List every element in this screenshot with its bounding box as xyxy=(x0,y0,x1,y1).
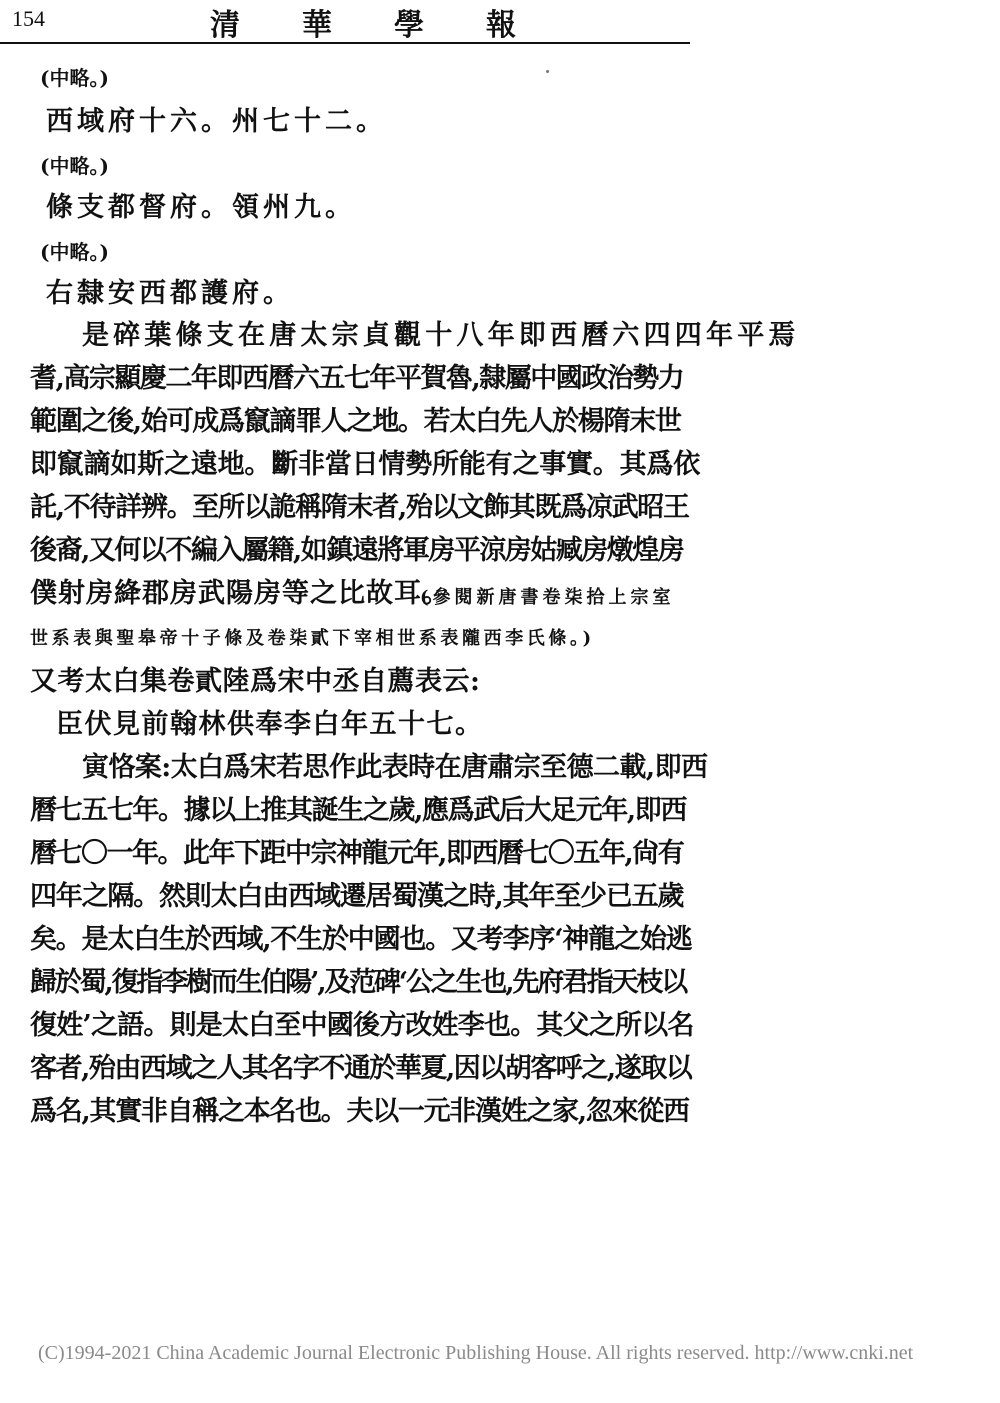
text-line: 四年之隔。然則太白由西域遷居蜀漢之時,其年至少已五歲 xyxy=(30,881,684,912)
running-header xyxy=(0,0,690,44)
text-line: (中略。) xyxy=(40,240,109,264)
text-line: 是碎葉條支在唐太宗貞觀十八年即西曆六四四年平焉 xyxy=(82,320,800,351)
text-line: 後裔,又何以不編入屬籍,如鎮遠將軍房平涼房姑臧房燉煌房 xyxy=(30,535,684,566)
text-line: 耆,高宗顯慶二年即西曆六五七年平賀魯,隸屬中國政治勢力 xyxy=(30,363,684,394)
text-line: 僕射房絳郡房武陽房等之比故耳。 xyxy=(30,578,450,609)
page-number: 154 xyxy=(12,6,45,31)
text-line: 託,不待詳辨。至所以詭稱隋末者,殆以文飾其既爲凉武昭王 xyxy=(30,492,689,523)
text-line: 曆七五七年。據以上推其誕生之歲,應爲武后大足元年,即西 xyxy=(30,795,686,826)
text-line: 曆七〇一年。此年下距中宗神龍元年,即西曆七〇五年,尙有 xyxy=(30,838,684,869)
text-line: (參閱新唐書卷柒拾上宗室 xyxy=(420,587,675,608)
text-line: 寅恪案:太白爲宋若思作此表時在唐肅宗至德二載,即西 xyxy=(82,752,708,783)
text-line: 即竄謫如斯之遠地。斷非當日情勢所能有之事實。其爲依 xyxy=(30,449,700,480)
text-line: 客者,殆由西域之人其名字不通於華夏,因以胡客呼之,遂取以 xyxy=(30,1053,692,1084)
copyright-footer: (C)1994-2021 China Academic Journal Electronic Publishing House. All rights reserved. http://www.cnki.net xyxy=(38,1342,914,1364)
speck xyxy=(546,70,549,73)
text-line: 西域府十六。州七十二。 xyxy=(46,106,387,137)
text-line: 範圍之後,始可成爲竄謫罪人之地。若太白先人於楊隋末世 xyxy=(30,406,681,437)
text-line: 復姓’之語。則是太白至中國後方改姓李也。其父之所以名 xyxy=(30,1010,694,1041)
text-line: 又考太白集卷貳陸爲宋中丞自薦表云: xyxy=(30,666,481,697)
text-line: 爲名,其實非自稱之本名也。夫以一元非漢姓之家,忽來從西 xyxy=(30,1096,689,1127)
text-line: 歸於蜀,復指李樹而生伯陽’,及范碑‘公之生也,先府君指天枝以 xyxy=(30,967,686,998)
text-line: (中略。) xyxy=(40,66,109,90)
text-line: 條支都督府。領州九。 xyxy=(46,192,356,223)
journal-title: 清華學報 xyxy=(210,8,578,43)
text-line: 矣。是太白生於西域,不生於中國也。又考李序‘神龍之始逃 xyxy=(30,924,692,955)
text-line: (中略。) xyxy=(40,154,109,178)
text-line: 右隸安西都護府。 xyxy=(46,278,294,309)
text-line: 臣伏見前翰林供奉李白年五十七。 xyxy=(56,709,484,740)
text-line: 世系表與聖皋帝十子條及卷柒貳下宰相世系表隴西李氏條。) xyxy=(30,628,595,649)
